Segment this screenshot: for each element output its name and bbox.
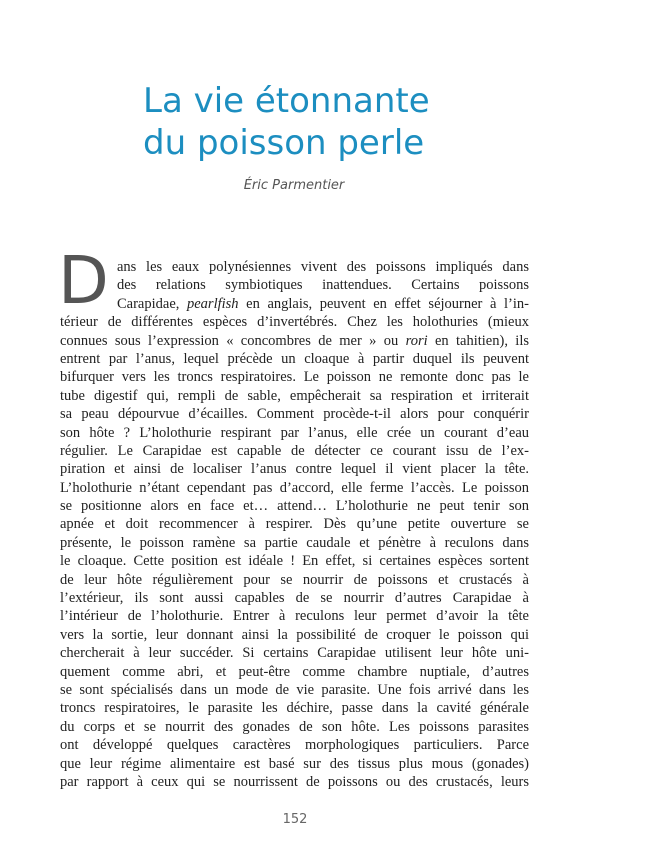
article-title-line-1: La vie étonnante bbox=[143, 81, 430, 121]
body-line: quement comme abri, et peut-être comme chambre nuptiale, d’autres bbox=[60, 663, 529, 680]
body-line: son hôte ? L’holothurie respirant par l’anus, elle crée un courant d’eau bbox=[60, 424, 529, 441]
body-line: L’holothurie n’étant cependant pas d’accord, elle ferme l’accès. Le poisson bbox=[60, 479, 529, 496]
body-line: de leur hôte régulièrement pour se nourrir de poissons et crustacés à bbox=[60, 571, 529, 588]
body-line: piration et ainsi de localiser l’anus contre lequel il vient placer la tête. bbox=[60, 461, 529, 478]
article-author: Éric Parmentier bbox=[243, 178, 345, 193]
body-line: présente, le poisson ramène sa partie caudale et pénètre à reculons dans bbox=[60, 534, 529, 551]
body-line: connues sous l’expression « concombres de mer » ou rori en tahitien), ils bbox=[60, 332, 529, 349]
body-line: que leur régime alimentaire est basé sur des tissus plus mous (gonades) bbox=[60, 755, 529, 772]
body-line: ont développé quelques caractères morphologiques particuliers. Parce bbox=[60, 737, 529, 754]
body-line: entrent par l’anus, lequel précède un cloaque à partir duquel ils peuvent bbox=[60, 350, 529, 367]
body-line: se sont spécialisés dans un mode de vie parasite. Une fois arrivé dans les bbox=[60, 681, 529, 698]
body-line: l’extérieur, ils sont aussi capables de se nourrir d’autres Carapidae à bbox=[60, 590, 529, 607]
page-number: 152 bbox=[282, 812, 308, 827]
body-line: tube digestif qui, rempli de sable, empêcherait sa respiration et irriterait bbox=[60, 387, 529, 404]
body-line: l’intérieur de l’holothurie. Entrer à reculons leur permet d’avoir la tête bbox=[60, 608, 529, 625]
body-line: Carapidae, pearlfish en anglais, peuvent en effet séjourner à l’in- bbox=[117, 295, 529, 312]
article-title bbox=[143, 80, 543, 164]
body-line: chercherait à leur succéder. Si certains Carapidae utilisent leur hôte uni- bbox=[60, 645, 529, 662]
body-line: apnée et doit recommencer à respirer. Dès qu’une petite ouverture se bbox=[60, 516, 529, 533]
body-line: troncs respiratoires, le parasite les déchire, passe dans la cavité générale bbox=[60, 700, 529, 717]
article-body bbox=[60, 258, 529, 791]
body-line: du corps et se nourrit des gonades de son hôte. Les poissons parasites bbox=[60, 718, 529, 735]
body-line: ans les eaux polynésiennes vivent des poissons impliqués dans bbox=[117, 259, 529, 275]
body-line: térieur de différentes espèces d’invertébrés. Chez les holothuries (mieux bbox=[60, 314, 529, 331]
body-line: bifurquer vers les troncs respiratoires. Le poisson ne remonte donc pas le bbox=[60, 369, 529, 386]
body-line: des relations symbiotiques inattendues. Certains poissons bbox=[117, 277, 529, 294]
article-title-line-2: du poisson perle bbox=[143, 123, 425, 163]
drop-cap: D bbox=[58, 242, 109, 319]
body-line: sa peau dépourvue d’écailles. Comment procède-t-il alors pour conquérir bbox=[60, 406, 529, 423]
body-line: régulier. Le Carapidae est capable de détecter ce courant issu de l’ex- bbox=[60, 442, 529, 459]
body-line: par rapport à ceux qui se nourrissent de poissons ou des crustacés, leurs bbox=[60, 773, 529, 790]
body-line: vers la sortie, leur donnant ainsi la possibilité de croquer le poisson qui bbox=[60, 626, 529, 643]
body-line: se positionne alors en face et… attend… L’holothurie ne peut tenir son bbox=[60, 498, 529, 515]
body-line: le cloaque. Cette position est idéale ! En effet, si certaines espèces sortent bbox=[60, 553, 529, 570]
